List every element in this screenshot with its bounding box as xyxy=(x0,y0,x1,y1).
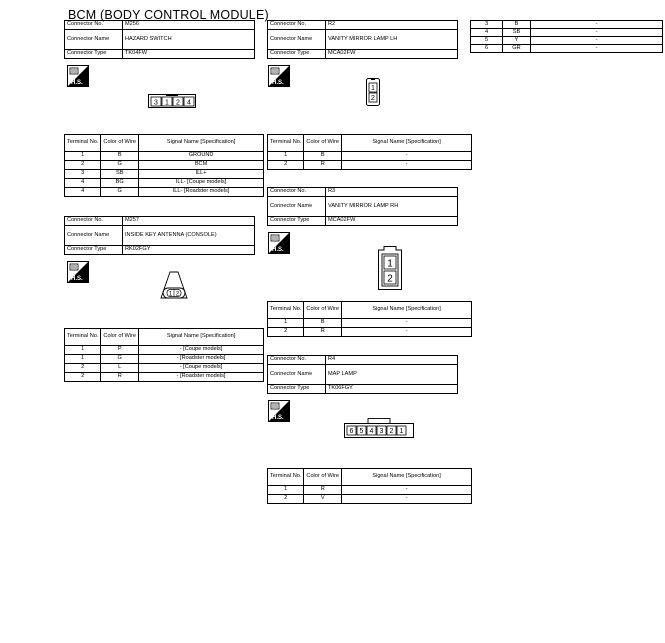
signal-header: Signal Name [Specification] xyxy=(342,135,472,152)
harness-side-icon xyxy=(268,65,290,87)
pin-label: 1 xyxy=(168,291,173,298)
connector-name-value: HAZARD SWITCH xyxy=(123,30,255,50)
color-cell: V xyxy=(304,495,342,504)
connector-info-m257 xyxy=(64,216,255,255)
color-cell: SB xyxy=(503,29,531,37)
connector-no-label: Connector No. xyxy=(65,21,123,30)
connector-no-label: Connector No. xyxy=(268,188,326,197)
terminal-no-header: Terminal No. xyxy=(268,302,304,319)
color-header: Color of Wire xyxy=(304,302,342,319)
terminal-no-header: Terminal No. xyxy=(268,135,304,152)
terminal-cell: 6 xyxy=(471,45,503,53)
terminal-table-m257 xyxy=(64,328,264,382)
pin-label: 2 xyxy=(371,95,375,102)
color-cell: B xyxy=(304,319,342,328)
terminal-cell: 3 xyxy=(471,21,503,29)
connector-no-value: M257 xyxy=(123,217,255,226)
terminal-cell: 4 xyxy=(65,188,101,197)
signal-cell: - xyxy=(531,37,663,45)
pin-label: 2 xyxy=(176,99,180,107)
color-cell: GR xyxy=(503,45,531,53)
color-header: Color of Wire xyxy=(101,329,139,346)
connector-type-value: MCA02FW xyxy=(326,217,458,226)
harness-side-icon xyxy=(67,261,89,283)
terminal-cell: 2 xyxy=(65,161,101,170)
terminal-cell: 4 xyxy=(471,29,503,37)
pin-label: 3 xyxy=(379,428,384,435)
color-cell: B xyxy=(503,21,531,29)
terminal-cell: 1 xyxy=(268,486,304,495)
color-cell: G xyxy=(101,188,139,197)
connector-no-label: Connector No. xyxy=(65,217,123,226)
connector-name-value: MAP LAMP xyxy=(326,365,458,385)
signal-cell: - [Coupe models] xyxy=(139,364,264,373)
terminal-no-header: Terminal No. xyxy=(268,469,304,486)
color-cell: SB xyxy=(101,170,139,179)
pin-label: 4 xyxy=(187,99,191,107)
hs-label: H.S. xyxy=(71,80,83,86)
pin-label: 2 xyxy=(387,273,393,285)
signal-cell: GROUND xyxy=(139,152,264,161)
connector-type-value: TK04FW xyxy=(123,50,255,59)
terminal-cell: 1 xyxy=(268,152,304,161)
connector-face-m257 xyxy=(158,270,190,305)
signal-cell: - xyxy=(531,45,663,53)
connector-no-label: Connector No. xyxy=(268,356,326,365)
signal-cell: BCM xyxy=(139,161,264,170)
color-header: Color of Wire xyxy=(304,135,342,152)
connector-no-value: R2 xyxy=(326,21,458,30)
connector-name-value: VANITY MIRROR LAMP LH xyxy=(326,30,458,50)
terminal-table-m256 xyxy=(64,134,264,197)
connector-name-value: VANITY MIRROR LAMP RH xyxy=(326,197,458,217)
signal-cell: - xyxy=(531,29,663,37)
connector-no-value: M256 xyxy=(123,21,255,30)
terminal-cell: 4 xyxy=(65,179,101,188)
pin-label: 6 xyxy=(349,428,354,435)
signal-cell: ILL- [Coupe models] xyxy=(139,179,264,188)
terminal-table-r4 xyxy=(267,468,472,504)
terminal-cell: 2 xyxy=(268,495,304,504)
connector-name-value: INSIDE KEY ANTENNA (CONSOLE) xyxy=(123,226,255,246)
signal-cell: - [Roadster models] xyxy=(139,373,264,382)
terminal-no-header: Terminal No. xyxy=(65,135,101,152)
connector-face-r2 xyxy=(366,78,380,111)
signal-header: Signal Name [Specification] xyxy=(342,469,472,486)
connector-type-label: Connector Type xyxy=(65,50,123,59)
pin-label: 2 xyxy=(389,428,394,435)
pin-label: 1 xyxy=(371,85,375,92)
pin-label: 1 xyxy=(165,99,169,107)
pin-label: 5 xyxy=(359,428,364,435)
connector-type-value: MCA02FW xyxy=(326,50,458,59)
connector-info-r2 xyxy=(267,20,458,59)
connector-name-label: Connector Name xyxy=(65,30,123,50)
signal-cell: - xyxy=(342,152,472,161)
connector-no-label: Connector No. xyxy=(268,21,326,30)
color-cell: G xyxy=(101,161,139,170)
color-cell: BG xyxy=(101,179,139,188)
connector-name-label: Connector Name xyxy=(65,226,123,246)
signal-cell: ILL- [Roadster models] xyxy=(139,188,264,197)
color-cell: P xyxy=(101,346,139,355)
pin-label: 3 xyxy=(154,99,158,107)
signal-cell: - xyxy=(342,495,472,504)
terminal-table-r2 xyxy=(267,134,472,170)
color-cell: R xyxy=(304,161,342,170)
signal-cell: - xyxy=(342,328,472,337)
color-cell: R xyxy=(304,328,342,337)
connector-type-value: RK02FGY xyxy=(123,246,255,255)
terminal-cell: 3 xyxy=(65,170,101,179)
signal-cell: - xyxy=(342,161,472,170)
harness-side-icon xyxy=(67,65,89,87)
connector-type-label: Connector Type xyxy=(268,217,326,226)
signal-cell: - [Roadster models] xyxy=(139,355,264,364)
signal-cell: - xyxy=(342,486,472,495)
terminal-cell: 5 xyxy=(471,37,503,45)
terminal-cell: 1 xyxy=(65,152,101,161)
signal-header: Signal Name [Specification] xyxy=(342,302,472,319)
pin-label: 4 xyxy=(369,428,374,435)
color-cell: B xyxy=(101,152,139,161)
connector-type-label: Connector Type xyxy=(268,50,326,59)
pin-label: 1 xyxy=(387,258,393,270)
page-title: BCM (BODY CONTROL MODULE) xyxy=(68,8,269,22)
signal-cell: ILL+ xyxy=(139,170,264,179)
connector-name-label: Connector Name xyxy=(268,30,326,50)
connector-info-r3 xyxy=(267,187,458,226)
color-header: Color of Wire xyxy=(101,135,139,152)
signal-cell: - [Coupe models] xyxy=(139,346,264,355)
hs-label: H.S. xyxy=(272,247,284,253)
terminal-cell: 1 xyxy=(65,346,101,355)
terminal-cell: 1 xyxy=(65,355,101,364)
connector-face-r4 xyxy=(344,418,414,443)
pin-label: 2 xyxy=(175,291,180,298)
color-header: Color of Wire xyxy=(304,469,342,486)
connector-face-m256 xyxy=(148,94,196,113)
terminal-cell: 1 xyxy=(268,319,304,328)
color-cell: G xyxy=(101,355,139,364)
hs-label: H.S. xyxy=(272,415,284,421)
connector-type-label: Connector Type xyxy=(268,385,326,394)
connector-info-m256 xyxy=(64,20,255,59)
terminal-table-r3 xyxy=(267,301,472,337)
connector-type-value: TK06FGY xyxy=(326,385,458,394)
signal-header: Signal Name [Specification] xyxy=(139,329,264,346)
connector-name-label: Connector Name xyxy=(268,365,326,385)
signal-header: Signal Name [Specification] xyxy=(139,135,264,152)
color-cell: R xyxy=(101,373,139,382)
hs-label: H.S. xyxy=(71,276,83,282)
connector-info-r4 xyxy=(267,355,458,394)
color-cell: B xyxy=(304,152,342,161)
connector-type-label: Connector Type xyxy=(65,246,123,255)
terminal-cell: 2 xyxy=(65,364,101,373)
color-cell: L xyxy=(101,364,139,373)
signal-cell: - xyxy=(531,21,663,29)
terminal-cell: 2 xyxy=(268,161,304,170)
connector-no-value: R4 xyxy=(326,356,458,365)
connector-face-r3 xyxy=(378,246,402,295)
pin-label: 1 xyxy=(399,428,404,435)
connector-name-label: Connector Name xyxy=(268,197,326,217)
connector-no-value: R3 xyxy=(326,188,458,197)
color-cell: Y xyxy=(503,37,531,45)
terminal-no-header: Terminal No. xyxy=(65,329,101,346)
signal-cell: - xyxy=(342,319,472,328)
harness-side-icon xyxy=(268,232,290,254)
terminal-table-continued xyxy=(470,20,663,53)
terminal-cell: 2 xyxy=(268,328,304,337)
hs-label: H.S. xyxy=(272,80,284,86)
terminal-cell: 2 xyxy=(65,373,101,382)
harness-side-icon xyxy=(268,400,290,422)
color-cell: R xyxy=(304,486,342,495)
